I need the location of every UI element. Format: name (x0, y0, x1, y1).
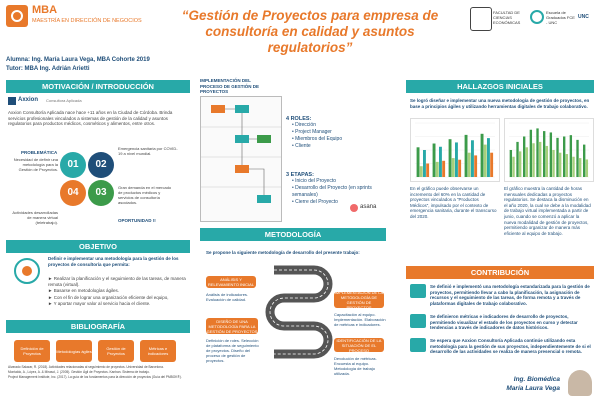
roles-title: 4 ROLES: (286, 116, 312, 122)
bar-nov (576, 140, 578, 177)
asana-icon (350, 204, 358, 212)
role-item: • Miembros del Equipo (292, 136, 343, 142)
bib-tag-3: Gestión de Proyectos (98, 340, 134, 362)
step-3-desc: Capacitación al equipo. Implementación. Elaboración de métricas e indicadores. (334, 312, 386, 327)
bar-mar (526, 147, 528, 177)
bar-may (539, 142, 541, 177)
item-2-number: 02 (88, 152, 114, 178)
bar-ene (510, 150, 512, 177)
item-1-number: 01 (60, 152, 86, 178)
oportunidad-label: OPORTUNIDAD !! (118, 218, 156, 223)
bar-2019 (465, 135, 468, 177)
bar-abr (530, 130, 532, 177)
flow-node (235, 105, 249, 113)
graduate-school-icon (530, 10, 544, 24)
bar-2017 (439, 147, 442, 177)
bar-2017 (436, 162, 439, 177)
road-svg (264, 262, 334, 382)
flow-node (235, 165, 249, 173)
step-1-desc: Análisis de indicadores. Evaluación de calidad. (206, 292, 249, 302)
contribucion-heading: CONTRIBUCIÓN (406, 266, 594, 279)
bar-sep (563, 137, 565, 178)
bar-jul (552, 150, 554, 177)
chart-hours (504, 118, 594, 182)
bar-2016 (420, 166, 423, 177)
alumna-line: Alumna: Ing. María Laura Vega, MBA Cohorte 2019 (6, 57, 150, 63)
bar-jun (543, 131, 545, 177)
contribution-2-icon (410, 314, 426, 328)
bar-2017 (442, 161, 445, 177)
bar-abr (532, 143, 534, 177)
bar-2018 (449, 139, 452, 177)
hallazgos-intro: Se logró diseñar e implementar una nueva metodología de gestión de proyectos, en base a principios ágiles y utilizando herramientas digitales de trabajo colaborativo. (410, 98, 590, 109)
hallazgos-right-text: El gráfico muestra la cantidad de horas mensuales dedicadas a proyectos regulatorios. Se destaca la disminución en el año 2020, la cual se debe a la modalidad de trabajo virtual implementada a partir de junio, cuando se comenzó a aplicar la nueva modalidad de gestión de proyectos, permitiendo organizar de manera más eficiente al equipo de trabajo. (504, 186, 591, 236)
bar-may (536, 128, 538, 177)
bib-tag-4: Métricas e indicadores (140, 340, 176, 362)
bar-ago (556, 138, 558, 177)
bar-2020 (490, 153, 493, 177)
bar-2018 (452, 158, 455, 177)
implementacion-heading: IMPLEMENTACIÓN DEL PROCESO DE GESTIÓN DE PROYECTOS (200, 78, 260, 94)
bib-ref: Montaldo, A., López, A. & Mirasol, J. (2005). Gestión Ágil de Proyectos. Kanban. Sistema de trabajo. (8, 370, 150, 374)
bar-2018 (458, 160, 461, 177)
hallazgos-heading: HALLAZGOS INICIALES (406, 80, 594, 93)
chart-hours-svg (505, 119, 593, 181)
etapa-item: • Desarrollo del Proyecto (en sprints semanales) (292, 185, 372, 198)
bar-nov (579, 158, 581, 177)
bar-2020 (487, 138, 490, 177)
item-3-number: 03 (88, 180, 114, 206)
objetivo-bullet: ► Basarse en metodologías ágiles. (48, 288, 120, 294)
metodologia-intro: Se propone la siguiente metodología de desarrollo del presente trabajo: (206, 250, 360, 255)
graduate-school-text: Escuela de Graduados FCE - UNC (546, 10, 575, 25)
bar-dic (586, 159, 588, 177)
item-3-text: Gran demanda en el mercado de productos médicos y servicios de consultoría asociados. (118, 185, 172, 205)
objetivo-heading: OBJETIVO (6, 240, 190, 253)
bibliografia-heading: BIBLIOGRAFÍA (6, 320, 190, 333)
chart-projects (410, 118, 500, 182)
target-center-icon (22, 266, 32, 276)
bar-2019 (468, 153, 471, 177)
bar-oct (572, 157, 574, 177)
tutor-line: Tutor: MBA Ing. Adrián Arietti (6, 66, 90, 72)
bar-2020 (481, 134, 484, 177)
signature-title: Ing. Biomédica (513, 376, 560, 383)
step-3-tag: IMPLEMENTACIÓN DE LA METODOLOGÍA DE GESTIÓN DE PROYECTOS (334, 290, 384, 310)
unc-logo-text: UNC (578, 14, 589, 20)
etapas-title: 3 ETAPAS: (286, 172, 314, 178)
bar-oct (570, 135, 572, 177)
axxion-subtitle: Consultora Aplicada (46, 98, 82, 103)
flowchart-svg (201, 97, 281, 221)
role-item: • Project Manager (292, 129, 332, 135)
item-2-text: Emergencia sanitaria por COVID-19 a nivel mundial. (118, 146, 178, 156)
item-4-text: Actividades desarrolladas de manera virtual (teletrabajo). (12, 210, 58, 225)
contribution-3-icon (410, 338, 426, 352)
motivacion-heading: MOTIVACIÓN / INTRODUCCIÓN (6, 80, 190, 93)
flow-node (235, 135, 249, 143)
etapa-item: • Cierre del Proyecto (292, 199, 338, 205)
bar-2019 (471, 140, 474, 177)
bar-ago (559, 153, 561, 177)
metodologia-heading: METODOLOGÍA (200, 228, 386, 241)
bar-dic (583, 145, 585, 177)
asana-label: asana (360, 204, 377, 210)
objetivo-bullet: ► Y aportar mayor valor al servicio hacia el cliente. (48, 301, 151, 307)
bar-2016 (423, 150, 426, 177)
axxion-logo-icon (8, 97, 16, 105)
bar-ene (512, 157, 514, 177)
contribution-1-icon (410, 284, 426, 298)
contribucion-item-3: Se espera que Axxion Consultoría Aplicada continúe utilizando esta metodología para la gestión de sus proyectos, independientemente de si el desarrollo de las actividades se realiza de manera presencial o remota. (430, 338, 591, 355)
step-1-tag: ANÁLISIS Y RELEVAMIENTO INICIAL (207, 277, 255, 287)
bar-mar (523, 137, 525, 178)
item-4-number: 04 (60, 180, 86, 206)
etapa-item: • Inicio del Proyecto (292, 178, 336, 184)
flow-node (257, 195, 271, 203)
step-2-tag: DISEÑO DE UNA METODOLOGÍA PARA LA GESTIÓN DE PROYECTOS (206, 318, 258, 334)
axxion-name: Axxion (18, 97, 39, 103)
author-photo-avatar (568, 370, 592, 396)
item-1-text: Necesidad de definir una metodología para la Gestión de Proyectos. (13, 157, 58, 172)
mba-title: MBA (32, 4, 58, 16)
objetivo-bullet: ► Con el fin de lograr una organización eficiente del equipo, (48, 294, 169, 300)
bar-feb (519, 151, 521, 177)
motivacion-intro: Axxion Consultoría Aplicada nace hace +11 años en la Ciudad de Córdoba. Brinda servicios profesionales vinculados a sistemas de gestión de la calidad y asuntos regulatorios para productos médicos, cosméticos y alimentos, entre otros. (8, 110, 173, 127)
etapas-block (286, 172, 380, 206)
bar-2016 (426, 164, 429, 178)
road-diagram (264, 262, 334, 382)
mba-logo-icon (6, 5, 28, 27)
poster-title: “Gestión de Proyectos para empresa de consultoría en calidad y asuntos regulatorios” (181, 8, 439, 55)
objetivo-bullet: ► Realizar la planificación y el seguimiento de las tareas, de manera remota (virtual). (48, 276, 186, 287)
step-4-tag: IDENTIFICACIÓN DE LA SITUACIÓN DE EL PROCESO (334, 338, 384, 352)
bar-2017 (433, 144, 436, 177)
contribucion-item-2: Se definieron métricas e indicadores de desarrollo de proyectos, permitiendo visualizar el estado de los proyectos en curso y detectar tendencias a través de indicadores de datos históricos. (430, 314, 578, 331)
roles-block (286, 116, 380, 150)
bib-ref: Project Management Institute, Inc. (2017). La guía de los fundamentos para la dirección de proyectos (Guía del PMBOK®). (8, 375, 182, 379)
bar-feb (516, 142, 518, 177)
bar-2018 (455, 142, 458, 177)
hallazgos-left-text: En el gráfico puede observarse un incremento del 60% en la cantidad de proyectos vinculados a “Productos Médicos”, impulsado por el contexto de emergencia sanitaria, durante el transcurso del 2020. (410, 186, 497, 219)
flow-node (211, 105, 225, 113)
bib-refs (8, 365, 190, 379)
role-item: • Cliente (292, 143, 311, 149)
authors (6, 56, 150, 74)
mba-subtitle: MAESTRÍA EN DIRECCIÓN DE NEGOCIOS (32, 18, 142, 24)
step-4-desc: Devolución de métricas. Encuesta al equipo. Metodología de trabajo utilizada. (334, 356, 377, 376)
bib-tag-2: Metodologías ágiles (56, 340, 92, 362)
bar-2019 (474, 155, 477, 177)
chart-projects-svg (411, 119, 499, 181)
flowchart-diagram (200, 96, 282, 222)
signature-name: María Laura Vega (506, 385, 560, 392)
objetivo-bullets (48, 276, 188, 307)
problem-label: PROBLEMÁTICA (21, 150, 58, 155)
contribucion-item-1: Se definió e implementó una metodología estandarizada para la gestión de proyectos, permitiendo llevar a cabo la planificación, la asignación de recursos y el seguimiento de las tareas, de forma remota y a través de plataformas digitales de trabajo colaborativo. (430, 284, 590, 306)
step-2-desc: Definición de roles. Selección de plataforma de seguimiento de proyectos. Diseño del proceso de gestión de proyectos. (206, 338, 259, 363)
bar-jul (550, 132, 552, 177)
faculty-logo-text: FACULTAD DE CIENCIAS ECONÓMICAS (493, 10, 521, 25)
role-item: • Dirección (292, 122, 316, 128)
flow-node (257, 135, 271, 143)
bar-jun (546, 146, 548, 177)
university-seal-icon (470, 7, 492, 31)
bib-ref: Alvarado Salazar, R. (2018). Actividades relacionadas al seguimiento de proyectos. Universidad de Barcelona. (8, 365, 164, 369)
objetivo-main: Definir e implementar una metodología para la gestión de los proyectos de consultoría que permita: (48, 256, 179, 267)
bib-tag-1: Definición de Proyectos (14, 340, 50, 362)
bar-2020 (484, 145, 487, 177)
bar-sep (566, 154, 568, 177)
bar-2016 (417, 147, 420, 177)
